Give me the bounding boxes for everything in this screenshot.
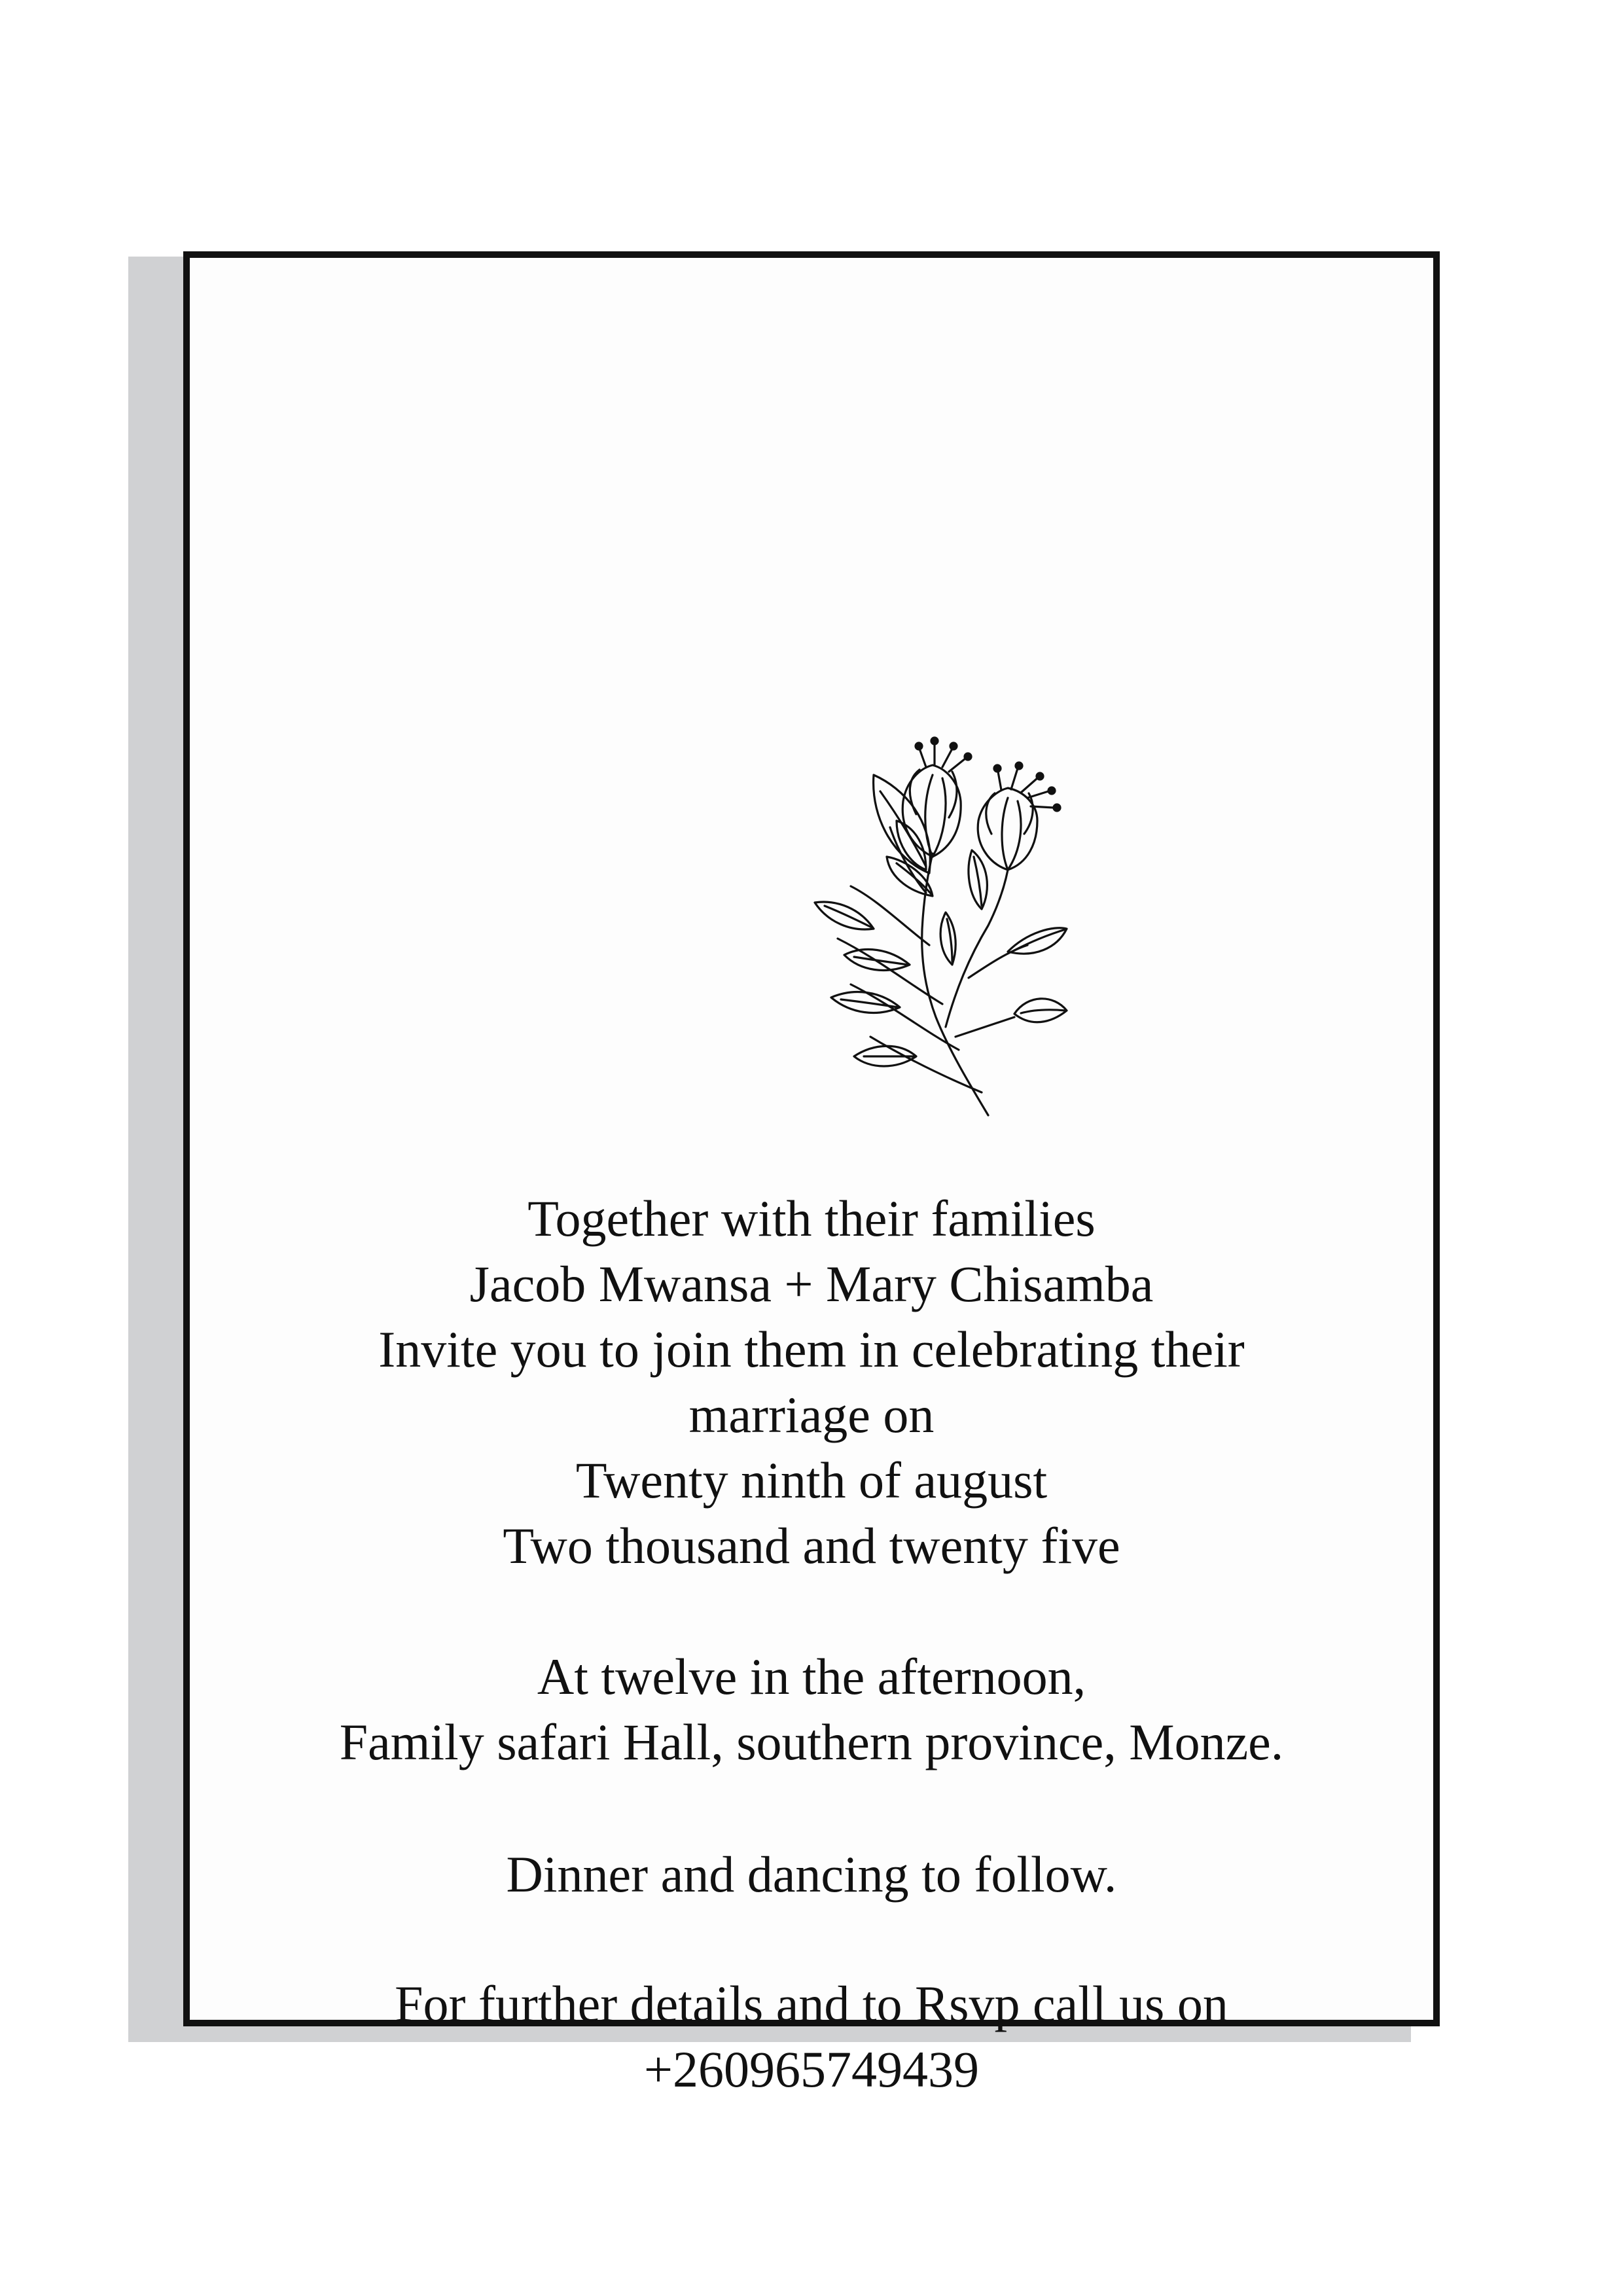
wedding-year: Two thousand and twenty five	[503, 1517, 1120, 1574]
invitation-card	[183, 251, 1440, 2098]
dinner-block	[190, 1842, 1433, 1907]
floral-sprig-icon	[792, 729, 1093, 1122]
wedding-time: At twelve in the afternoon,	[537, 1648, 1086, 1705]
rsvp-text: For further details and to Rsvp call us on	[395, 1975, 1228, 2032]
couple-names: Jacob Mwansa + Mary Chisamba	[469, 1255, 1154, 1312]
wedding-venue: Family safari Hall, southern province, Monze.	[339, 1713, 1284, 1770]
intro-block	[190, 1186, 1433, 1579]
rsvp-block	[190, 1971, 1433, 2102]
intro-line: Invite you to join them in celebrating their	[378, 1321, 1245, 1378]
wedding-date: Twenty ninth of august	[575, 1452, 1048, 1509]
rsvp-phone: +260965749439	[644, 2041, 979, 2098]
intro-line: marriage on	[688, 1386, 935, 1443]
venue-block	[190, 1644, 1433, 1775]
dinner-note: Dinner and dancing to follow.	[506, 1846, 1117, 1903]
intro-line: Together with their families	[527, 1190, 1096, 1247]
